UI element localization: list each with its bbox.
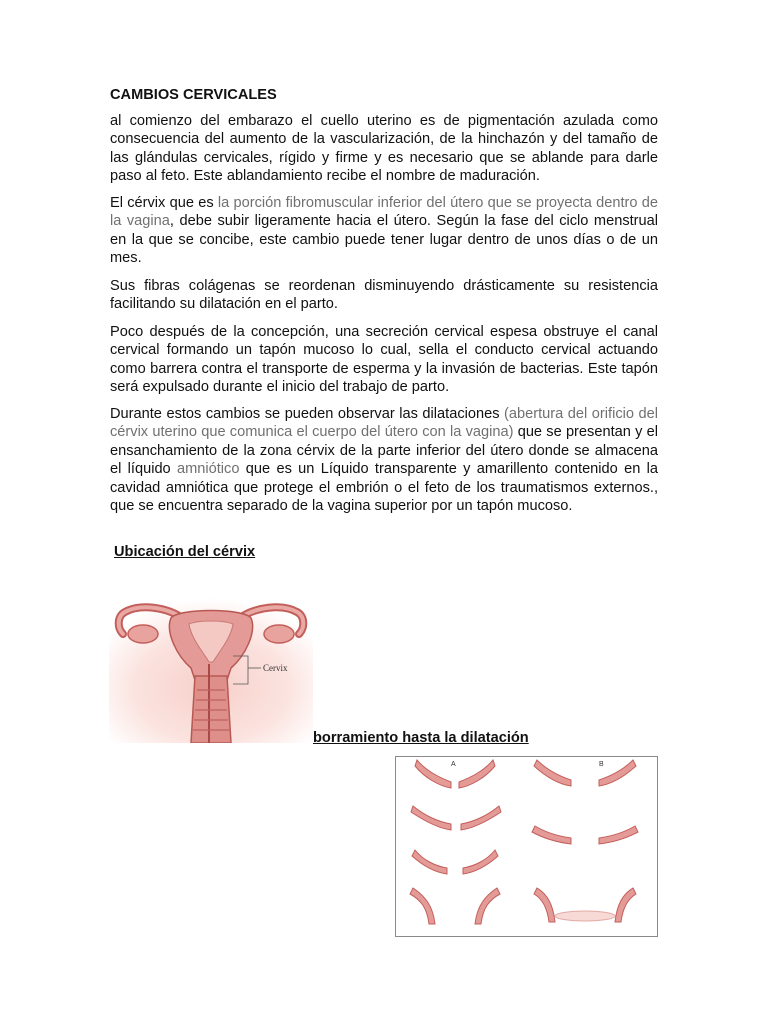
cervix-dilatation-diagram [395,756,658,937]
paragraph-5-text-c: que se presentan y el ensanchamiento de la zona cérvix de la parte inferior del útero donde se almacena el líquido [110,424,658,478]
paragraph-2-definition: la porción fibromuscular inferior del útero que se proyecta dentro de la vagina [110,195,658,230]
paragraph-5-text-e: que es un Líquido transparente y amarillento contenido en la cavidad amniótica que protege el embrión o el feto de los traumatismos externos., que se encuentra separado de la vagina superior por un tapón mucoso. [110,461,658,515]
panel-a-label: A [451,761,456,768]
cervix-label: Cervix [263,663,288,673]
borramiento-heading: borramiento hasta la dilatación [313,730,529,746]
panel-b-label: B [599,761,604,768]
paragraph-1: al comienzo del embarazo el cuello uterino es de pigmentación azulada como consecuencia del aumento de la vascularización, de la hinchazón y del tamaño de las glándulas cervicales, rígido y firme y es necesario que se ablande para darle paso al feto. Este ablandamiento recibe el nombre de maduración. [110,113,658,185]
paragraph-2-text-a: El cérvix que es [110,195,218,211]
paragraph-3: Sus fibras colágenas se reordenan disminuyendo drásticamente su resistencia facilitando su dilatación en el parto. [110,278,658,313]
paragraph-2-text-c: , debe subir ligeramente hacia el útero. Según la fase del ciclo menstrual en la que se concibe, este cambio puede tener lugar dentro de unos días o de un mes. [110,213,658,267]
paragraph-5-amniotico: amniótico [177,461,240,478]
paragraph-5-text-a: Durante estos cambios se pueden observar las dilataciones [110,406,505,422]
uterus-cervix-illustration [109,598,313,743]
paragraph-5-definition: (abertura del orificio del cérvix uterino que comunica el cuerpo del útero con la vagina) [110,406,658,441]
paragraph-2 [110,194,658,268]
section-heading: CAMBIOS CERVICALES [110,87,277,103]
ubicacion-heading: Ubicación del cérvix [114,544,256,560]
paragraph-5 [110,405,658,515]
paragraph-4: Poco después de la concepción, una secreción cervical espesa obstruye el canal cervical formando un tapón mucoso lo cual, sella el conducto cervical actuando como barrera contra el transporte de esperma y la invasión de bacterias. Este tapón será expulsado durante el inicio del trabajo de parto. [110,324,658,396]
